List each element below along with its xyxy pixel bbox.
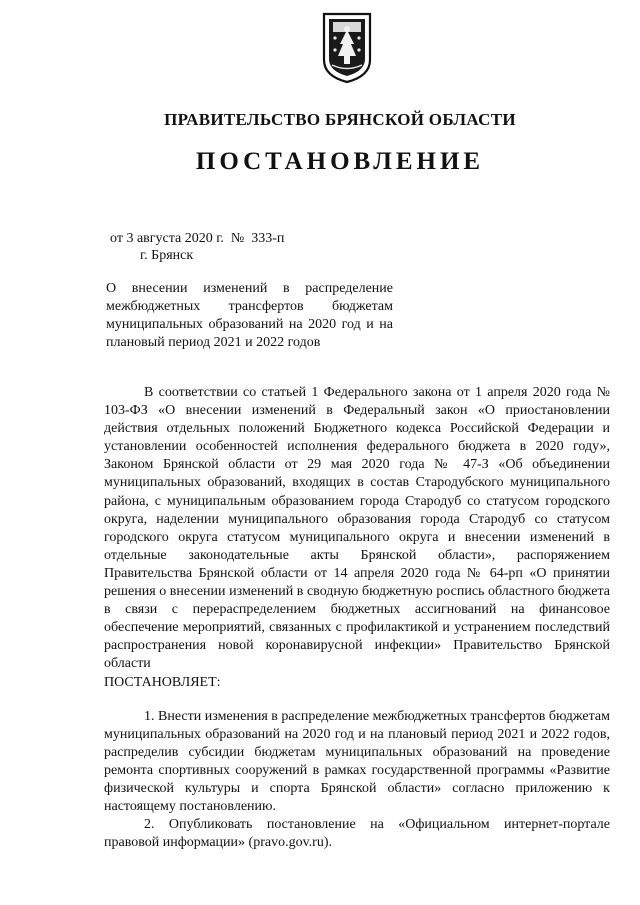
resolution-item: 2. Опубликовать постановление на «Официальном интернет-портале правовой информации» (pravo.gov.ru). — [104, 817, 610, 851]
preamble-paragraph: В соответствии со статьей 1 Федерального закона от 1 апреля 2020 года № 103-ФЗ «О внесении изменений в Федеральный закон «О приостановлении действия отдельных положений Бюджетного кодекса Российской Федерации и установлении особенностей исполнения федерального бюджета в 2020 году», Законом Брянской области от 29 мая 2020 года № 47-З «Об объединении муниципальных образований, входящих в состав Стародубского муниципального района, с муниципальным образованием города Стародуб со статусом городского округа, наделении муниципального образования города Стародуб со статусом городского округа статусом муниципального округа и внесении изменений в отдельные законодательные акты Брянской области», распоряжением Правительства Брянской области от 14 апреля 2020 года № 64-рп «О принятии решения о внесении изменений в сводную бюджетную роспись областного бюджета в связи с перераспределением бюджетных ассигнований на финансовое обеспечение мероприятий, связанных с профилактикой и устранением последствий распространения новой коронавирусной инфекции» Правительство Брянской области — [104, 385, 610, 672]
document-type-title: ПОСТАНОВЛЕНИЕ — [195, 148, 485, 175]
number-sign: № — [230, 231, 245, 246]
document-number: 333-п — [251, 231, 285, 246]
bryansk-coat-of-arms-icon — [318, 10, 376, 84]
resolves-heading: ПОСТАНОВЛЯЕТ: — [104, 674, 221, 690]
document-date: 3 августа 2020 г. — [126, 231, 224, 246]
government-name: ПРАВИТЕЛЬСТВО БРЯНСКОЙ ОБЛАСТИ — [164, 110, 516, 129]
date-number-line — [110, 231, 284, 247]
issue-city: г. Брянск — [140, 248, 194, 263]
date-prefix: от — [110, 231, 123, 246]
document-body — [104, 384, 610, 852]
document-subject: О внесении изменений в распределение межбюджетных трансфертов бюджетам муниципальных образований на 2020 год и на плановый период 2021 и 2022 годов — [106, 281, 393, 350]
resolution-item: 1. Внести изменения в распределение межбюджетных трансфертов бюджетам муниципальных образований на 2020 год и на плановый период 2021 и 2022 годов, распределив субсидии бюджетам муниципальных образований на проведение ремонта спортивных сооружений в рамках государственной программы «Развитие физической культуры и спорта Брянской области» согласно приложению к настоящему постановлению. — [104, 708, 610, 815]
